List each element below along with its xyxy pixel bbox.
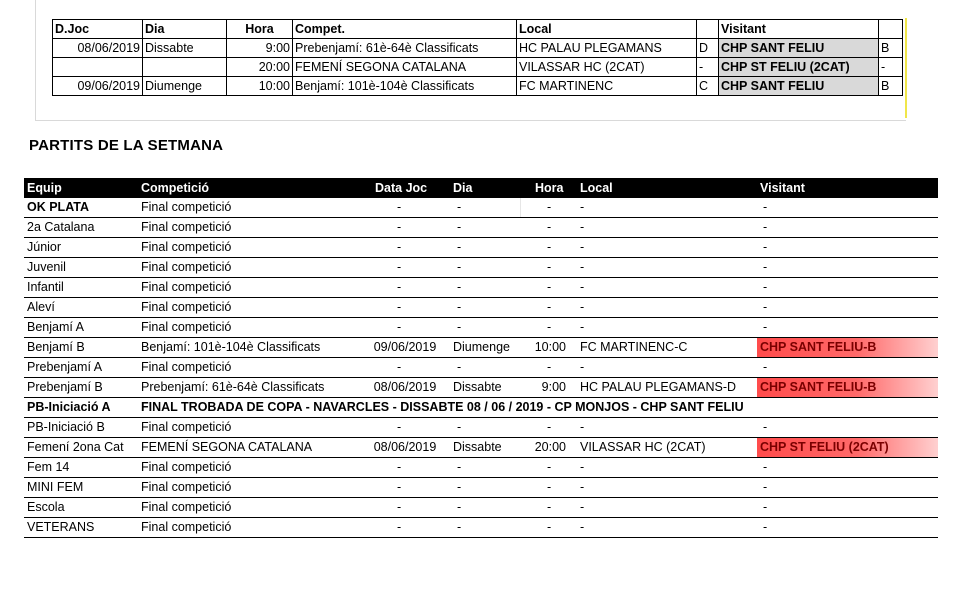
top-table-cell[interactable]: 10:00 [227,77,293,96]
top-header-cell: Compet. [293,20,517,39]
data-joc-cell: - [397,260,402,274]
hora-cell: - [547,220,552,234]
local-cell: - [580,320,585,334]
table-row[interactable] [24,458,938,478]
local-cell: - [580,280,585,294]
competicio-cell: Prebenjamí: 61è-64è Classificats [141,380,325,394]
top-table-row[interactable] [53,39,903,58]
data-joc-cell: 08/06/2019 [373,380,437,394]
local-cell: - [580,520,585,534]
top-table-cell[interactable]: C [697,77,719,96]
dia-cell: - [457,240,462,254]
visitant-cell: - [763,360,768,374]
top-table-row[interactable] [53,77,903,96]
visitant-highlight [757,378,938,397]
top-header-cell: D.Joc [53,20,143,39]
top-table-cell[interactable] [143,58,227,77]
hora-cell: 10:00 [534,340,566,354]
competicio-cell: Final competició [141,460,232,474]
equip-cell: Benjamí A [27,320,84,334]
visitant-cell: - [763,460,768,474]
top-table-cell[interactable]: D [697,39,719,58]
visitant-highlight [757,438,938,457]
top-table-cell[interactable]: B [879,77,903,96]
table-row[interactable] [24,338,938,358]
data-joc-cell: - [397,200,402,214]
table-row[interactable] [24,498,938,518]
visitant-cell: - [763,320,768,334]
local-cell: - [580,300,585,314]
local-cell: - [580,260,585,274]
equip-cell: Juvenil [27,260,66,274]
top-header-cell: Local [517,20,697,39]
hora-cell: 20:00 [534,440,566,454]
dia-cell: - [457,200,462,214]
competicio-cell: Final competició [141,320,232,334]
hora-cell: - [547,240,552,254]
hora-cell: - [547,300,552,314]
top-table-cell[interactable]: B [879,39,903,58]
table-row[interactable] [24,518,938,538]
hora-cell: - [547,420,552,434]
competicio-cell: Final competició [141,420,232,434]
hora-cell: - [547,520,552,534]
hora-cell: - [547,280,552,294]
top-table-cell[interactable]: CHP ST FELIU (2CAT) [719,58,879,77]
table-row[interactable] [24,198,938,218]
top-header-cell [879,20,903,39]
table-row[interactable] [24,478,938,498]
local-cell: - [580,220,585,234]
equip-cell: Fem 14 [27,460,70,474]
top-header-cell: Dia [143,20,227,39]
hora-cell: - [547,260,552,274]
header-competicio: Competició [141,181,210,195]
competicio-cell: FEMENÍ SEGONA CATALANA [141,440,313,454]
table-row[interactable] [24,318,938,338]
hora-cell: 9:00 [541,380,566,394]
local-cell: - [580,500,585,514]
visitant-cell: - [763,260,768,274]
equip-cell: Femení 2ona Cat [27,440,124,454]
visitant-cell: - [763,280,768,294]
visitant-cell: - [763,500,768,514]
dia-cell: - [457,520,462,534]
header-local: Local [580,181,613,195]
competicio-cell: Final competició [141,260,232,274]
equip-cell: PB-Iniciació A [27,400,111,414]
competicio-cell: Final competició [141,240,232,254]
dia-cell: - [457,360,462,374]
competicio-cell: Final competició [141,300,232,314]
equip-cell: Prebenjamí B [27,380,103,394]
equip-cell: Aleví [27,300,55,314]
top-table-cell[interactable]: 20:00 [227,58,293,77]
competicio-cell: Final competició [141,360,232,374]
top-table-row[interactable] [53,58,903,77]
data-joc-cell: - [397,240,402,254]
table-row[interactable] [24,438,938,458]
data-joc-cell: - [397,320,402,334]
equip-cell: OK PLATA [27,200,90,214]
competicio-cell: Final competició [141,280,232,294]
data-joc-cell: - [397,460,402,474]
top-table-cell[interactable] [53,58,143,77]
equip-cell: Prebenjamí A [27,360,103,374]
table-row[interactable] [24,238,938,258]
local-cell: - [580,460,585,474]
equip-cell: VETERANS [27,520,95,534]
dia-cell: - [457,500,462,514]
data-joc-cell: - [397,360,402,374]
equip-cell: 2a Catalana [27,220,95,234]
local-cell: - [580,200,585,214]
data-joc-cell: 09/06/2019 [373,340,437,354]
data-joc-cell: - [397,420,402,434]
top-header-cell [697,20,719,39]
hora-cell: - [547,480,552,494]
data-joc-cell: - [397,220,402,234]
local-cell: - [580,480,585,494]
top-header-row [53,20,903,39]
table-row[interactable] [24,398,938,418]
top-table-cell[interactable]: VILASSAR HC (2CAT) [517,58,697,77]
competicio-cell: Final competició [141,500,232,514]
dia-cell: Dissabte [453,440,502,454]
equip-cell: MINI FEM [27,480,84,494]
dia-cell: - [457,300,462,314]
local-cell: FC MARTINENC-C [580,340,688,354]
local-cell: - [580,240,585,254]
section-title: PARTITS DE LA SETMANA [29,137,224,154]
data-joc-cell: - [397,280,402,294]
dia-cell: - [457,420,462,434]
header-dia: Dia [453,181,473,195]
hora-cell: - [547,460,552,474]
table-row[interactable] [24,378,938,398]
dia-cell: - [457,460,462,474]
dia-cell: Diumenge [453,340,510,354]
visitant-cell: CHP ST FELIU (2CAT) [760,440,889,454]
dia-cell: - [457,320,462,334]
competicio-cell: Final competició [141,520,232,534]
top-table-cell[interactable]: 08/06/2019 [53,39,143,58]
visitant-cell: - [763,300,768,314]
hora-cell: - [547,500,552,514]
top-table-cell[interactable]: - [879,58,903,77]
visitant-cell: - [763,480,768,494]
equip-cell: Júnior [27,240,62,254]
competicio-cell: Final competició [141,200,232,214]
competicio-cell: Benjamí: 101è-104è Classificats [141,340,321,354]
visitant-cell: - [763,420,768,434]
table-row[interactable] [24,278,938,298]
table-header-row [24,178,938,198]
header-equip: Equip [27,181,62,195]
competicio-cell: FINAL TROBADA DE COPA - NAVARCLES - DISSABTE 08 / 06 / 2019 - CP MONJOS - CHP SANT FELIU [141,400,744,414]
visitant-cell: CHP SANT FELIU-B [760,340,877,354]
dia-cell: - [457,480,462,494]
equip-cell: PB-Iniciació B [27,420,105,434]
top-table-cell[interactable]: HC PALAU PLEGAMANS [517,39,697,58]
sheet-border-line [905,18,907,118]
header-hora: Hora [535,181,564,195]
competicio-cell: Final competició [141,480,232,494]
visitant-cell: - [763,200,768,214]
top-table-cell[interactable]: CHP SANT FELIU [719,77,879,96]
top-table-cell[interactable]: Dissabte [143,39,227,58]
visitant-cell: CHP SANT FELIU-B [760,380,877,394]
dia-cell: - [457,280,462,294]
header-visitant: Visitant [760,181,805,195]
top-table-cell[interactable]: Benjamí: 101è-104è Classificats [293,77,517,96]
table-row[interactable] [24,258,938,278]
visitant-highlight [757,338,938,357]
top-header-cell: Hora [227,20,293,39]
top-table-cell[interactable]: FEMENÍ SEGONA CATALANA [293,58,517,77]
data-joc-cell: - [397,300,402,314]
dia-cell: - [457,260,462,274]
dia-cell: Dissabte [453,380,502,394]
local-cell: - [580,420,585,434]
top-table-cell[interactable]: 09/06/2019 [53,77,143,96]
data-joc-cell: - [397,520,402,534]
top-header-cell: Visitant [719,20,879,39]
weekly-matches-table [24,178,938,538]
data-joc-cell: - [397,480,402,494]
local-cell: - [580,360,585,374]
top-table-cell[interactable]: 9:00 [227,39,293,58]
top-table-cell[interactable]: Prebenjamí: 61è-64è Classificats [293,39,517,58]
visitant-cell: - [763,520,768,534]
data-joc-cell: - [397,500,402,514]
dia-cell: - [457,220,462,234]
table-row[interactable] [24,358,938,378]
equip-cell: Benjamí B [27,340,85,354]
top-table-cell[interactable]: - [697,58,719,77]
equip-cell: Infantil [27,280,64,294]
top-schedule-table [52,19,903,96]
visitant-cell: - [763,240,768,254]
local-cell: HC PALAU PLEGAMANS-D [580,380,737,394]
header-data-joc: Data Joc [375,181,428,195]
hora-cell: - [547,200,552,214]
table-row[interactable] [24,298,938,318]
data-joc-cell: 08/06/2019 [373,440,437,454]
competicio-cell: Final competició [141,220,232,234]
local-cell: VILASSAR HC (2CAT) [580,440,706,454]
cell-separator [520,198,521,217]
visitant-cell: - [763,220,768,234]
top-table-cell[interactable]: FC MARTINENC [517,77,697,96]
table-row[interactable] [24,218,938,238]
top-table-cell[interactable]: Diumenge [143,77,227,96]
hora-cell: - [547,360,552,374]
hora-cell: - [547,320,552,334]
table-row[interactable] [24,418,938,438]
top-table-cell[interactable]: CHP SANT FELIU [719,39,879,58]
equip-cell: Escola [27,500,65,514]
